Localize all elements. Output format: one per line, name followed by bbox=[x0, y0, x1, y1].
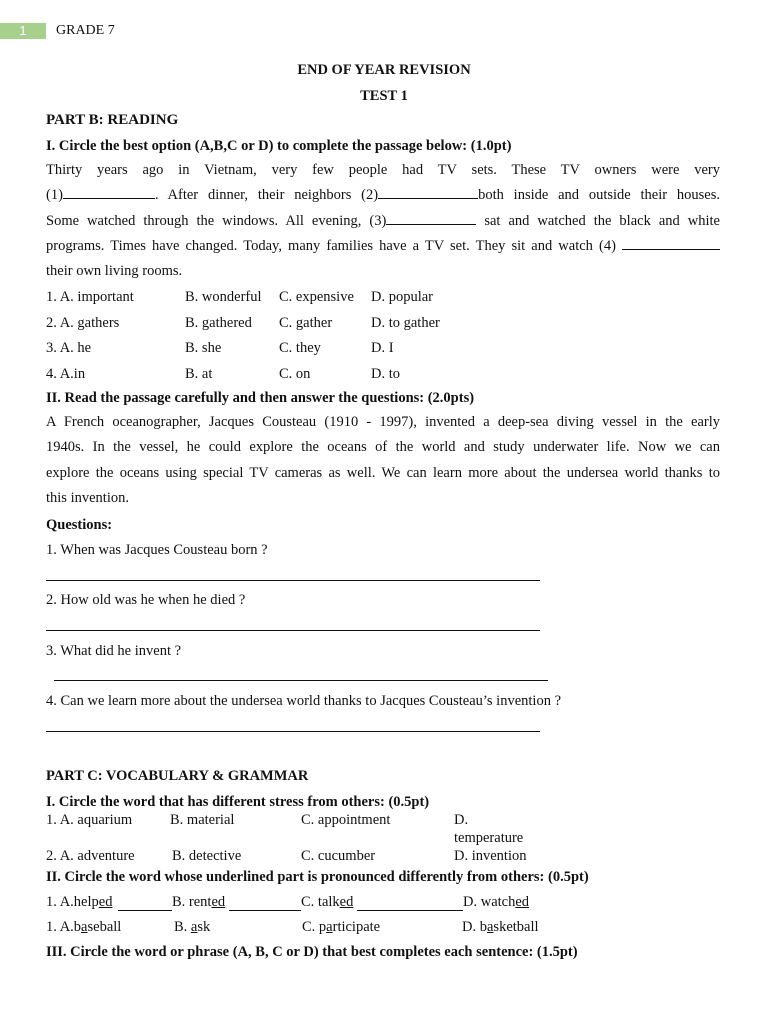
option-d[interactable]: D. invention bbox=[454, 848, 527, 864]
blank-3[interactable] bbox=[386, 212, 476, 225]
passage-line: 1940s. In the vessel, he could explore the oceans of the world and study underwater life. Now we can bbox=[46, 439, 720, 456]
option-c[interactable]: C. cucumber bbox=[301, 848, 376, 864]
option-c[interactable]: C. appointment bbox=[301, 812, 391, 828]
page-number-badge: 1 bbox=[0, 23, 46, 39]
reading-passage-1 bbox=[46, 158, 720, 284]
answer-line-1[interactable] bbox=[46, 580, 540, 581]
option-d[interactable]: D. popular bbox=[371, 289, 434, 305]
question-4: 4. Can we learn more about the undersea world thanks to Jacques Cousteau’s invention ? bbox=[46, 693, 562, 709]
passage-line: this invention. bbox=[46, 489, 129, 506]
option-b[interactable]: B. material bbox=[170, 812, 235, 828]
option-a[interactable]: 1. A.helped bbox=[46, 894, 113, 910]
option-b[interactable]: B. detective bbox=[172, 848, 242, 864]
question-3: 3. What did he invent ? bbox=[46, 643, 182, 659]
part-b-section2-heading: II. Read the passage carefully and then answer the questions: (2.0pts) bbox=[46, 390, 475, 406]
option-c[interactable]: C. gather bbox=[279, 315, 333, 331]
passage-line: (1) . After dinner, their neighbors (2) both inside and outside their houses. bbox=[46, 187, 720, 204]
part-c-heading: PART C: VOCABULARY & GRAMMAR bbox=[46, 768, 309, 784]
doc-title: END OF YEAR REVISION bbox=[297, 62, 471, 78]
part-c-section2-heading: II. Circle the word whose underlined part is pronounced differently from others: (0.5pt) bbox=[46, 869, 589, 885]
doc-subtitle: TEST 1 bbox=[360, 88, 408, 104]
passage-line: Thirty years ago in Vietnam, very few people had TV sets. These TV owners were very bbox=[46, 162, 720, 178]
part-c-section1-heading: I. Circle the word that has different stress from others: (0.5pt) bbox=[46, 794, 430, 810]
option-a[interactable]: 2. A. adventure bbox=[46, 848, 135, 864]
blank-4[interactable] bbox=[622, 237, 720, 250]
option-b[interactable]: B. gathered bbox=[185, 315, 252, 331]
option-c[interactable]: C. talked bbox=[301, 894, 354, 910]
part-b-heading: PART B: READING bbox=[46, 112, 179, 128]
passage-line: explore the oceans using special TV cameras as well. We can learn more about the undersea world thanks to bbox=[46, 464, 720, 481]
option-d[interactable]: D. to gather bbox=[371, 315, 440, 331]
answer-line-4[interactable] bbox=[46, 731, 540, 732]
option-d[interactable]: D. watched bbox=[463, 894, 530, 910]
passage-line: programs. Times have changed. Today, many families have a TV set. They sit and watch (4) bbox=[46, 234, 720, 259]
option-b[interactable]: B. ask bbox=[174, 919, 211, 935]
answer-line-2[interactable] bbox=[46, 630, 540, 631]
option-d[interactable]: D. bbox=[454, 812, 469, 828]
option-d[interactable]: D. basketball bbox=[462, 919, 539, 935]
blank-1[interactable] bbox=[63, 186, 155, 199]
option-c[interactable]: C. on bbox=[279, 366, 311, 382]
passage-line: their own living rooms. bbox=[46, 263, 183, 280]
underline-rule bbox=[118, 910, 172, 911]
passage-line: A French oceanographer, Jacques Cousteau (1910 - 1997), invented a deep-sea diving vessel in the early bbox=[46, 414, 720, 430]
option-a[interactable]: 1. A. important bbox=[46, 289, 134, 305]
option-a[interactable]: 4. A.in bbox=[46, 366, 86, 382]
underline-rule bbox=[229, 910, 301, 911]
grade-label: GRADE 7 bbox=[56, 23, 115, 38]
option-c[interactable]: C. expensive bbox=[279, 289, 354, 305]
option-c[interactable]: C. participate bbox=[302, 919, 381, 935]
question-1: 1. When was Jacques Cousteau born ? bbox=[46, 542, 268, 558]
answer-line-3[interactable] bbox=[54, 680, 548, 681]
option-b[interactable]: B. rented bbox=[172, 894, 226, 910]
part-c-section3-heading: III. Circle the word or phrase (A, B, C or D) that best completes each sentence: (1.5pt) bbox=[46, 944, 578, 960]
blank-2[interactable] bbox=[378, 186, 478, 199]
question-2: 2. How old was he when he died ? bbox=[46, 592, 246, 608]
option-d-word: temperature bbox=[454, 830, 524, 846]
underline-rule bbox=[357, 910, 463, 911]
option-a[interactable]: 3. A. he bbox=[46, 340, 92, 356]
option-a[interactable]: 2. A. gathers bbox=[46, 315, 120, 331]
option-a[interactable]: 1. A. aquarium bbox=[46, 812, 133, 828]
passage-line: Some watched through the windows. All evening, (3) sat and watched the black and white bbox=[46, 212, 720, 229]
reading-passage-2 bbox=[46, 410, 720, 511]
option-b[interactable]: B. wonderful bbox=[185, 289, 262, 305]
option-d[interactable]: D. I bbox=[371, 340, 394, 356]
option-c[interactable]: C. they bbox=[279, 340, 321, 356]
option-d[interactable]: D. to bbox=[371, 366, 400, 382]
option-a[interactable]: 1. A.baseball bbox=[46, 919, 122, 935]
option-b[interactable]: B. she bbox=[185, 340, 222, 356]
questions-label: Questions: bbox=[46, 517, 113, 533]
option-b[interactable]: B. at bbox=[185, 366, 213, 382]
part-b-section1-heading: I. Circle the best option (A,B,C or D) to complete the passage below: (1.0pt) bbox=[46, 138, 512, 154]
